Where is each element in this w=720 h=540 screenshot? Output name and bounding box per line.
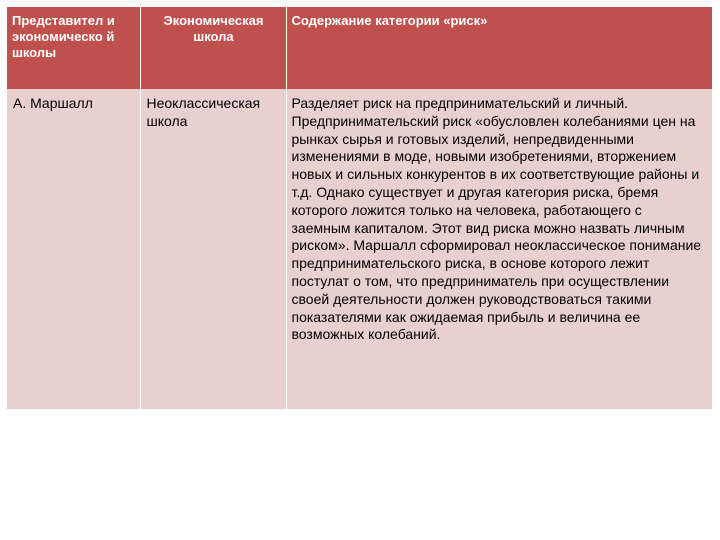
cell-representative: А. Маршалл	[7, 89, 140, 409]
table-row	[7, 89, 712, 409]
cell-risk-content: Разделяет риск на предпринимательский и личный. Предпринимательский риск «обусловлен колебаниями цен на рынках сырья и готовых изделий, непредвиденными изменениями в моде, новыми изобретениями, вторжением новых и сильных конкурентов в их соответствующие районы и т.д. Однако существует и другая категория риска, бремя которого ложится только на человека, работающего с заемным капиталом. Этот вид риска можно назвать личным риском». Маршалл сформировал неоклассическое понимание предпринимательского риска, в основе которого лежит постулат о том, что предприниматель при осуществлении своей деятельности должен руководствоваться такими показателями как ожидаемая прибыль и величина ее возможных колебаний.	[291, 95, 702, 343]
cell-school: Неоклассическая школа	[140, 89, 286, 409]
header-risk-content: Содержание категории «риск»	[291, 13, 488, 28]
table-header	[7, 7, 712, 89]
table-header-row	[7, 7, 712, 89]
header-representative: Представител и экономическо й школы	[7, 7, 140, 89]
risk-category-table	[7, 7, 712, 409]
header-economic-school: Экономическая школа	[140, 7, 286, 89]
table-body	[7, 89, 712, 409]
